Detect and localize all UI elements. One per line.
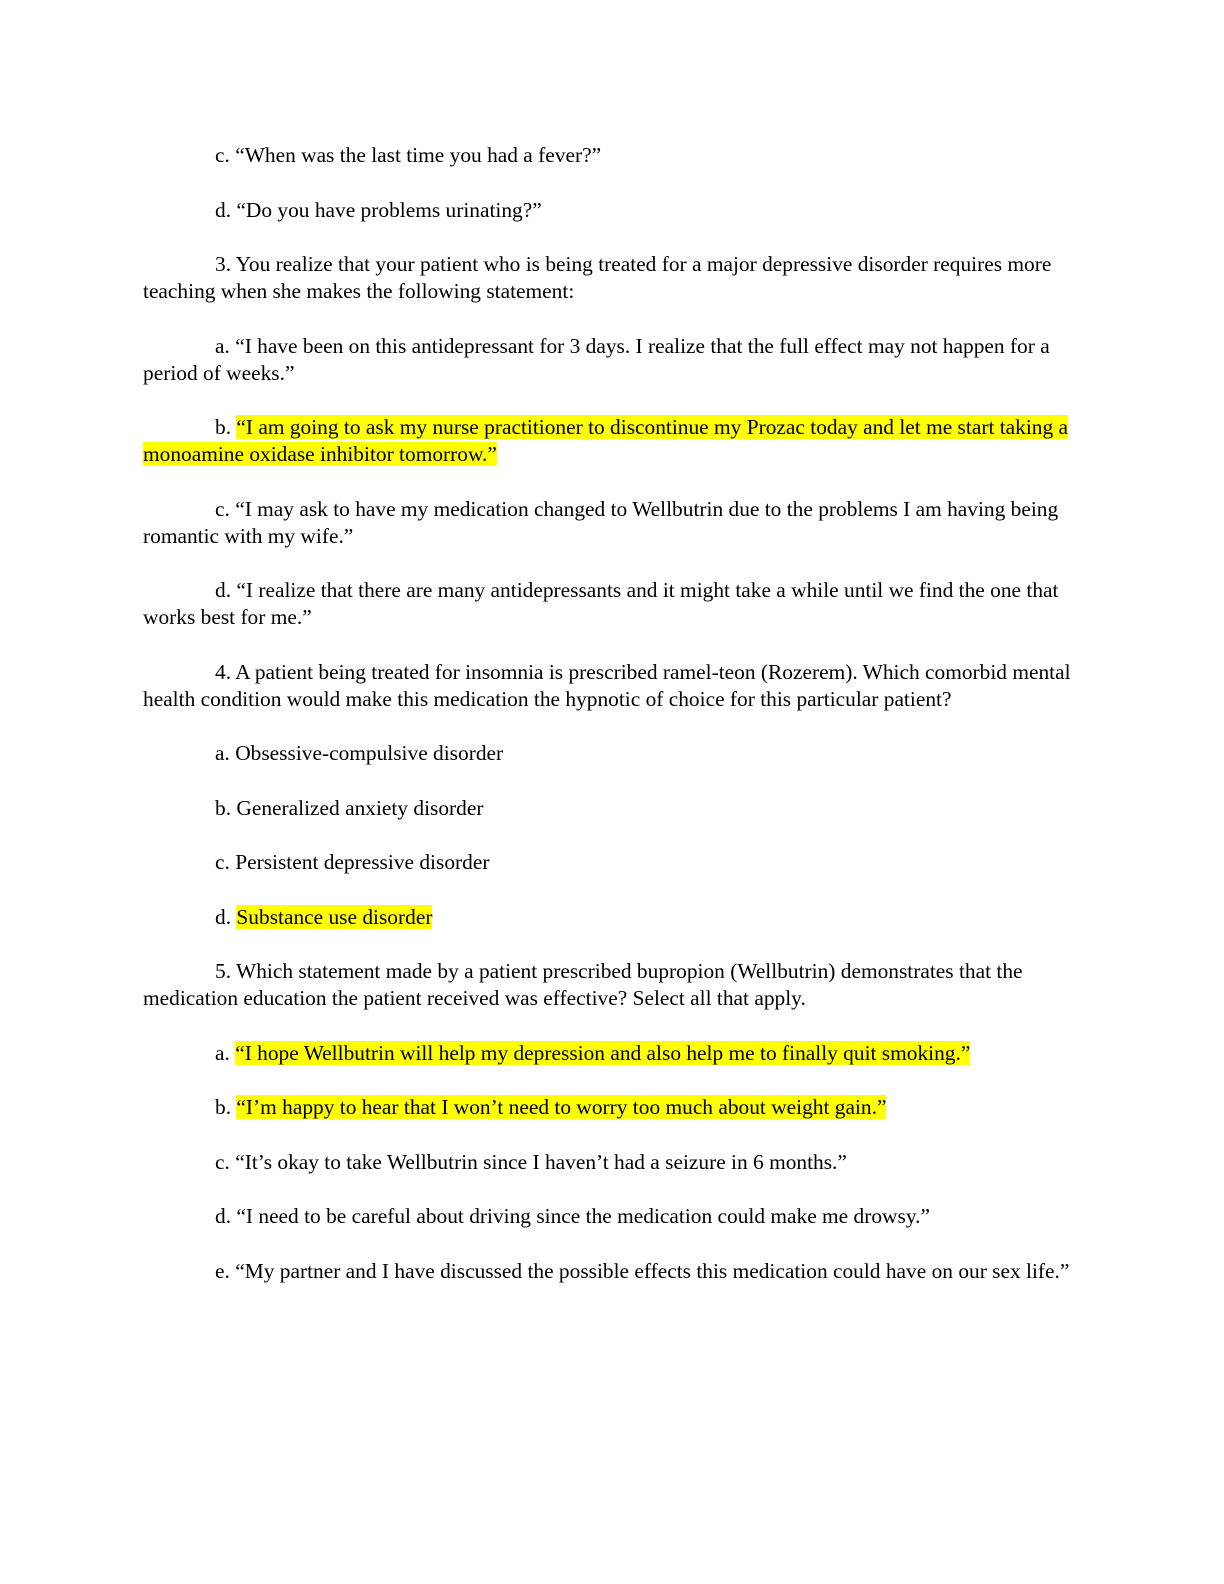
item-label: b.	[215, 795, 232, 820]
question-paragraph	[143, 1149, 1083, 1176]
item-label: 5.	[215, 959, 232, 983]
question-paragraph	[143, 251, 1083, 305]
item-label: 4.	[215, 659, 232, 684]
question-paragraph	[143, 1258, 1083, 1285]
item-label: a.	[215, 1040, 230, 1065]
question-paragraph	[143, 659, 1083, 713]
item-text: “Do you have problems urinating?”	[236, 197, 542, 222]
item-label: a.	[215, 333, 230, 358]
question-paragraph	[143, 577, 1083, 631]
item-text: “I need to be careful about driving since the medication could make me drowsy.”	[236, 1204, 930, 1228]
item-label: d.	[215, 904, 232, 929]
item-text: A patient being treated for insomnia is prescribed ramel-teon (Rozerem). Which comorbid mental health condition would make this medication the hypnotic of choice for this particular patient?	[143, 659, 1071, 711]
question-paragraph	[143, 142, 1083, 169]
item-label: c.	[215, 1149, 230, 1174]
item-text: “I realize that there are many antidepressants and it might take a while until we find the one that works best for me.”	[143, 578, 1059, 629]
item-label: b.	[215, 1095, 232, 1119]
highlighted-answer-text: Substance use disorder	[236, 904, 433, 929]
question-paragraph	[143, 740, 1083, 767]
item-text: “I may ask to have my medication changed to Wellbutrin due to the problems I am having being romantic with my wife.”	[143, 496, 1059, 548]
question-paragraph	[143, 904, 1083, 931]
item-text: “I have been on this antidepressant for 3 days. I realize that the full effect may not happen for a period of weeks.”	[143, 333, 1050, 385]
item-label: e.	[215, 1258, 230, 1283]
item-text: You realize that your patient who is being treated for a major depressive disorder requires more teaching when she makes the following statement:	[143, 252, 1052, 303]
item-text: Obsessive-compulsive disorder	[235, 741, 504, 765]
item-label: a.	[215, 741, 230, 765]
question-paragraph	[143, 795, 1083, 822]
highlighted-answer-text: “I hope Wellbutrin will help my depression and also help me to finally quit smoking.”	[235, 1040, 971, 1065]
question-paragraph	[143, 197, 1083, 224]
question-paragraph	[143, 1203, 1083, 1230]
question-paragraph	[143, 333, 1083, 387]
question-paragraph	[143, 1094, 1083, 1121]
item-label: d.	[215, 197, 232, 222]
item-text: “When was the last time you had a fever?”	[235, 143, 602, 167]
item-label: c.	[215, 496, 230, 521]
question-paragraph	[143, 849, 1083, 876]
item-text: Which statement made by a patient prescribed bupropion (Wellbutrin) demonstrates that the medication education the patient received was effective? Select all that apply.	[143, 959, 1023, 1010]
question-paragraph	[143, 1040, 1083, 1067]
item-text: Persistent depressive disorder	[235, 850, 490, 874]
document-body	[143, 142, 1083, 1312]
question-paragraph	[143, 958, 1083, 1012]
item-label: 3.	[215, 252, 232, 276]
item-label: c.	[215, 850, 230, 874]
item-text: “It’s okay to take Wellbutrin since I haven’t had a seizure in 6 months.”	[235, 1149, 847, 1174]
item-text: “My partner and I have discussed the possible effects this medication could have on our sex life.”	[235, 1258, 1070, 1283]
highlighted-answer-text: “I’m happy to hear that I won’t need to worry too much about weight gain.”	[236, 1095, 887, 1119]
highlighted-answer-text: “I am going to ask my nurse practitioner to discontinue my Prozac today and let me start taking a monoamine oxidase inhibitor tomorrow.”	[143, 415, 1069, 466]
item-label: d.	[215, 578, 232, 602]
question-paragraph	[143, 414, 1083, 468]
item-label: d.	[215, 1204, 232, 1228]
question-paragraph	[143, 496, 1083, 550]
item-label: c.	[215, 143, 230, 167]
item-text: Generalized anxiety disorder	[236, 795, 484, 820]
item-label: b.	[215, 415, 232, 439]
